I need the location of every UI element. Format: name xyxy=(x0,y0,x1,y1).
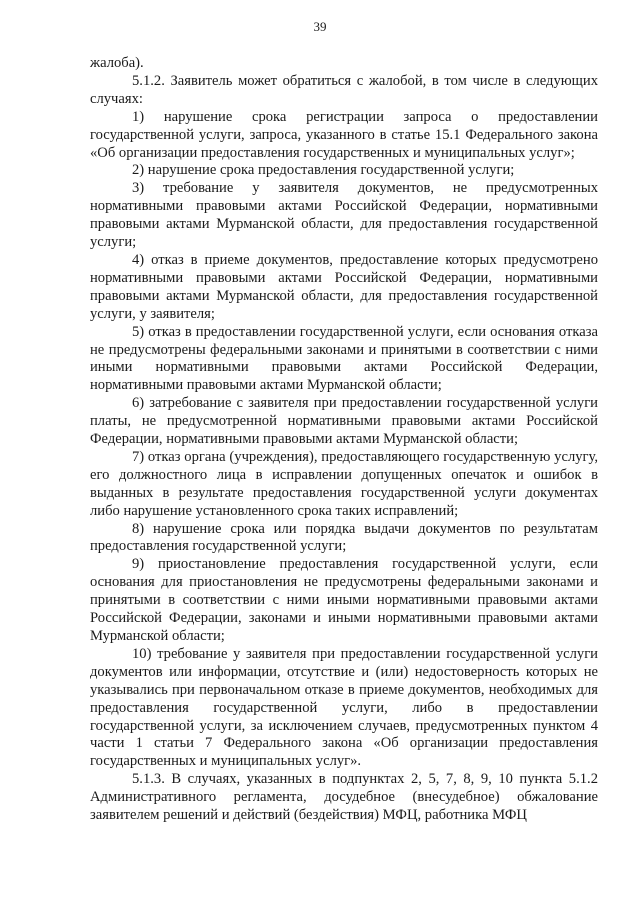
document-body xyxy=(90,55,598,825)
list-item-5: 5) отказ в предоставлении государственной услуги, если основания отказа не предусмотрены федеральными законами и принятыми в соответствии с ними иными нормативными правовыми актами Российской Федерации, нормативными правовыми актами Мурманской области; xyxy=(90,323,598,394)
paragraph-5-1-2-intro: 5.1.2. Заявитель может обратиться с жалобой, в том числе в следующих случаях: xyxy=(90,72,598,107)
paragraph-continuation: жалоба). xyxy=(90,55,144,71)
page-number: 39 xyxy=(313,19,327,34)
list-item-2: 2) нарушение срока предоставления государственной услуги; xyxy=(132,162,515,179)
paragraph-5-1-3: 5.1.3. В случаях, указанных в подпунктах 2, 5, 7, 8, 9, 10 пункта 5.1.2 Административного регламента, досудебное (внесудебное) обжалование заявителем решений и действий (бездействия) МФЦ, работника МФЦ xyxy=(90,771,598,824)
list-item-9: 9) приостановление предоставления государственной услуги, если основания для приостановления не предусмотрены федеральными законами и принятыми в соответствии с ними иными нормативными правовыми актами Российской Федерации, законами и иными нормативными правовыми актами Мурманской области; xyxy=(90,556,598,644)
list-item-7: 7) отказ органа (учреждения), предоставляющего государственную услугу, его должностного лица в исправлении допущенных опечаток и ошибок в выданных в результате предоставления государственной услуги документах либо нарушение установленного срока таких исправлений; xyxy=(90,448,598,519)
list-item-3: 3) требование у заявителя документов, не предусмотренных нормативными правовыми актами Российской Федерации, нормативными правовыми актами Мурманской области, для предоставления государственной услуги; xyxy=(90,180,598,251)
list-item-6: 6) затребование с заявителя при предоставлении государственной услуги платы, не предусмотренной нормативными правовыми актами Российской Федерации, нормативными правовыми актами Мурманской области; xyxy=(90,395,598,448)
list-item-1: 1) нарушение срока регистрации запроса о предоставлении государственной услуги, запроса, указанного в статье 15.1 Федерального закона «Об организации предоставления государственных и муниципальных услуг»; xyxy=(90,108,598,161)
list-item-10: 10) требование у заявителя при предоставлении государственной услуги документов или информации, отсутствие и (или) недостоверность которых не указывались при первоначальном отказе в приеме документов, необходимых для предоставления государственной услуги, либо в предоставлении государственной услуги, за исключением случаев, предусмотренных пунктом 4 части 1 статьи 7 Федерального закона «Об организации предоставления государственных и муниципальных услуг». xyxy=(90,645,598,770)
list-item-4: 4) отказ в приеме документов, предоставление которых предусмотрено нормативными правовыми актами Российской Федерации, нормативными правовыми актами Мурманской области, для предоставления государственной услуги, у заявителя; xyxy=(90,251,598,322)
list-item-8: 8) нарушение срока или порядка выдачи документов по результатам предоставления государственной услуги; xyxy=(90,520,598,555)
